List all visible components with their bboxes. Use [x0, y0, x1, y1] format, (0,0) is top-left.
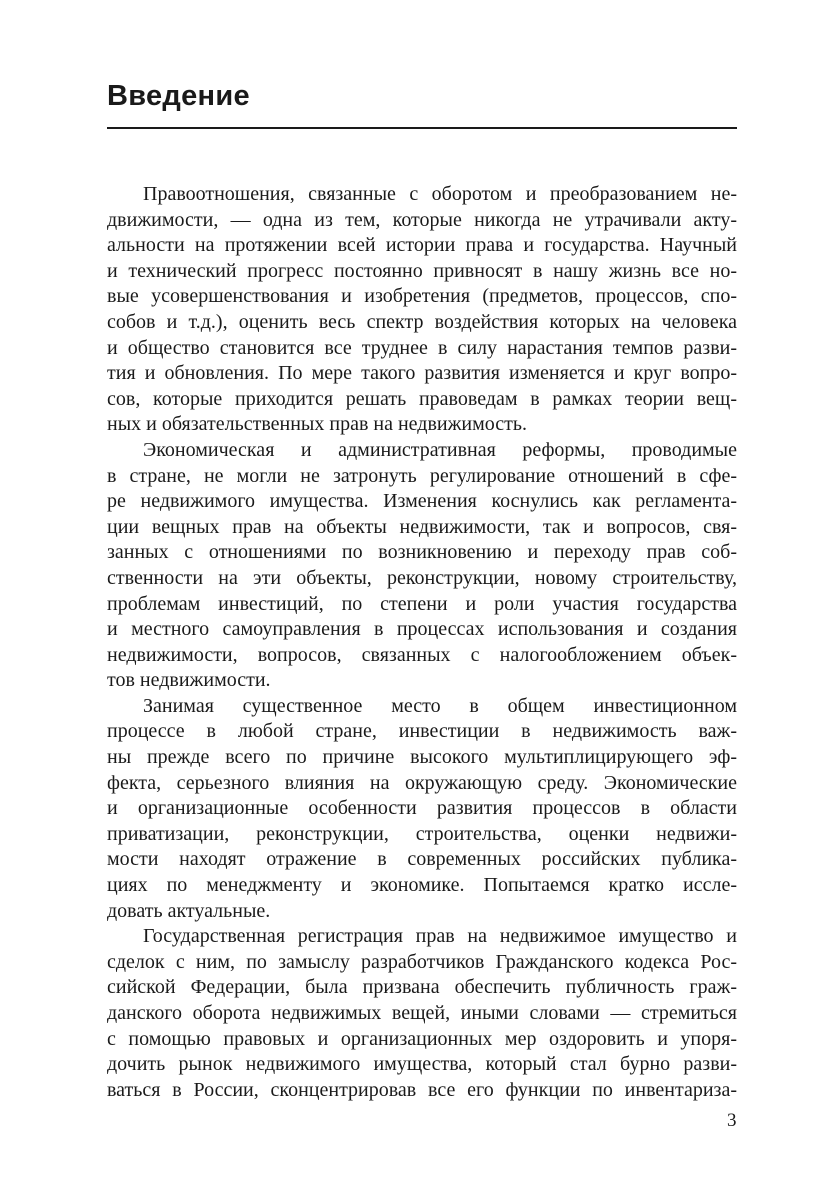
text-line: процессе в любой стране, инвестиции в недвижимость важ- — [107, 720, 737, 743]
text-line: Правоотношения, связанные с оборотом и преобразованием не- — [143, 183, 737, 205]
text-line: ны прежде всего по причине высокого мультиплицирующего эф- — [107, 746, 737, 769]
paragraph — [107, 694, 737, 924]
text-line: Занимая существенное место в общем инвестиционном — [143, 694, 737, 717]
text-line: ственности на эти объекты, реконструкции, новому строительству, — [107, 566, 737, 589]
text-line: Экономическая и административная реформы, проводимые — [143, 438, 737, 461]
text-line: сийской Федерации, была призвана обеспечить публичность граж- — [107, 976, 737, 999]
text-line: Государственная регистрация прав на недвижимое имущество и — [143, 925, 737, 948]
text-line: и общество становится все труднее в силу нарастания темпов разви- — [107, 336, 737, 359]
text-line: циях по менеджменту и экономике. Попытаемся кратко иссле- — [107, 874, 737, 897]
paragraph — [107, 438, 737, 694]
body-text — [107, 182, 737, 1103]
text-line: в стране, не могли не затронуть регулирование отношений в сфе- — [107, 464, 737, 487]
text-line: фекта, серьезного влияния на окружающую среду. Экономические — [107, 771, 737, 794]
text-line: проблемам инвестиций, по степени и роли участия государства — [107, 592, 737, 615]
text-line: тия и обновления. По мере такого развития изменяется и круг вопро- — [107, 362, 737, 385]
text-line: дочить рынок недвижимого имущества, который стал бурно разви- — [107, 1053, 737, 1076]
text-line: сов, которые приходится решать правоведам в рамках теории вещ- — [107, 387, 737, 410]
text-line: движимости, — одна из тем, которые никогда не утрачивали акту- — [107, 208, 737, 231]
text-line: собов и т.д.), оценить весь спектр воздействия которых на человека — [107, 310, 737, 333]
text-line: и технический прогресс постоянно привносят в нашу жизнь все но- — [107, 259, 737, 282]
text-line: сделок с ним, по замыслу разработчиков Гражданского кодекса Рос- — [107, 950, 737, 973]
text-line: недвижимости, вопросов, связанных с налогообложением объек- — [107, 643, 737, 666]
text-line: ваться в России, сконцентрировав все его функции по инвентариза- — [107, 1078, 737, 1101]
page-number: 3 — [727, 1110, 737, 1131]
text-line: и местного самоуправления в процессах использования и создания — [107, 618, 737, 641]
text-line: ре недвижимого имущества. Изменения коснулись как регламента- — [107, 490, 737, 513]
text-line: довать актуальные. — [107, 899, 271, 922]
text-line: ных и обязательственных прав на недвижимость. — [107, 413, 528, 436]
text-line: мости находят отражение в современных российских публика- — [107, 848, 737, 871]
text-line: и организационные особенности развития процессов в области — [107, 797, 737, 820]
text-line: занных с отношениями по возникновению и переходу прав соб- — [107, 541, 737, 564]
text-line: альности на протяжении всей истории права и государства. Научный — [107, 234, 737, 257]
page-title: Введение — [107, 80, 250, 112]
text-line: данского оборота недвижимых вещей, иными словами — стремиться — [107, 1002, 737, 1024]
paragraph — [107, 924, 737, 1103]
text-line: ции вещных прав на объекты недвижимости, так и вопросов, свя- — [107, 515, 737, 538]
paragraph — [107, 182, 737, 438]
title-underline — [107, 127, 737, 129]
text-line: тов недвижимости. — [107, 669, 271, 692]
text-line: приватизации, реконструкции, строительства, оценки недвижи- — [107, 822, 737, 845]
text-line: с помощью правовых и организационных мер оздоровить и упоря- — [107, 1027, 737, 1050]
text-line: вые усовершенствования и изобретения (предметов, процессов, спо- — [107, 285, 737, 308]
